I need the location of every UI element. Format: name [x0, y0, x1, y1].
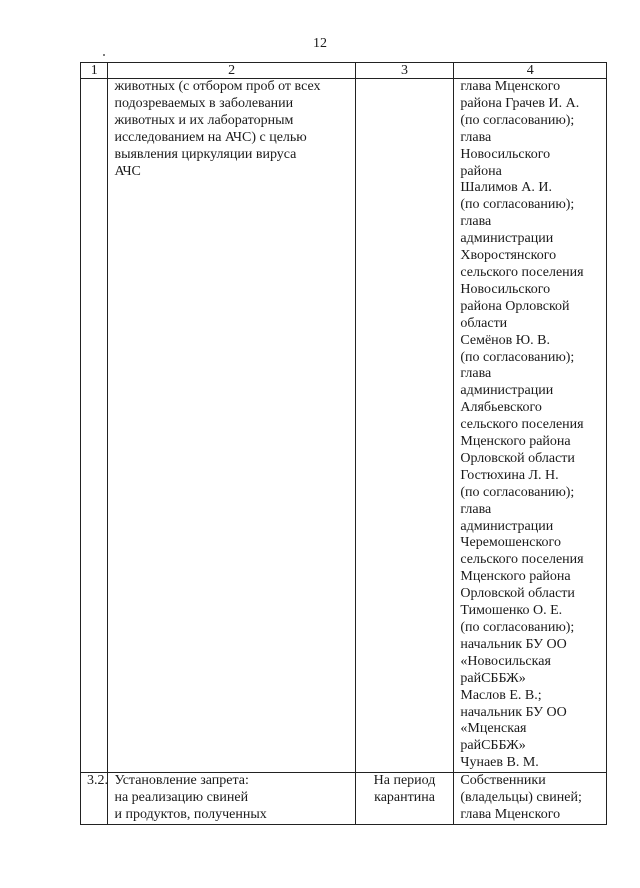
text-line: райСББЖ» — [460, 738, 526, 754]
text-line: Хворостянского — [460, 248, 557, 264]
text-line: Алябьевского — [460, 400, 542, 416]
text-line: (по согласованию); — [460, 197, 575, 213]
description-cell — [108, 773, 355, 825]
table-row — [81, 79, 607, 773]
text-line: Орловской области — [460, 450, 575, 466]
text-line: выявления циркуляции вируса — [114, 146, 297, 162]
text-line: глава — [460, 366, 492, 382]
text-line: сельского поселения — [460, 264, 584, 280]
text-line: «Мценская — [460, 721, 527, 737]
period-cell — [355, 773, 454, 825]
text-line: Мценского района — [460, 434, 571, 450]
table-row — [81, 773, 607, 825]
text-line: исследованием на АЧС) с целью — [114, 129, 307, 145]
text-line: «Новосильская — [460, 653, 551, 669]
text-line: сельского поселения — [460, 417, 584, 433]
responsible-cell — [454, 773, 607, 825]
text-line: Новосильского — [460, 281, 551, 297]
text-line: Черемошенского — [460, 535, 561, 551]
text-line: Гостюхина Л. Н. — [460, 467, 559, 483]
scan-speck — [103, 54, 105, 56]
header-col-3: 3 — [355, 63, 454, 79]
text-line: глава — [460, 501, 492, 517]
text-line: глава — [460, 214, 492, 230]
text-line: администрации — [460, 231, 554, 247]
text-line: На период — [373, 773, 436, 789]
text-line: глава Мценского — [460, 79, 561, 94]
text-line: (по согласованию); — [460, 484, 575, 500]
text-line: Новосильского — [460, 146, 551, 162]
header-col-2: 2 — [108, 63, 355, 79]
text-line: района — [460, 163, 502, 179]
text-line: Семёнов Ю. В. — [460, 332, 551, 348]
text-line: (по согласованию); — [460, 349, 575, 365]
text-line: райСББЖ» — [460, 670, 526, 686]
text-line: животных (с отбором проб от всех — [114, 79, 321, 94]
text-line: карантина — [374, 790, 435, 806]
text-line: области — [460, 315, 508, 331]
text-line: Чунаев В. М. — [460, 755, 539, 771]
text-line: начальник БУ ОО — [460, 704, 567, 720]
text-line: животных и их лабораторным — [114, 112, 294, 128]
text-line: на реализацию свиней — [114, 790, 249, 806]
text-line: сельского поселения — [460, 552, 584, 568]
text-line: Шалимов А. И. — [460, 180, 553, 196]
text-line: администрации — [460, 383, 554, 399]
table-header-row — [81, 63, 607, 79]
row-number-cell — [81, 79, 108, 773]
row-number-cell: 3.2. — [81, 773, 108, 825]
text-line: и продуктов, полученных — [114, 806, 267, 822]
text-line: начальник БУ ОО — [460, 636, 567, 652]
text-line: (по согласованию); — [460, 620, 575, 635]
description-cell — [108, 79, 355, 773]
text-line: района Грачев И. А. — [460, 95, 580, 111]
page-number: 12 — [313, 36, 327, 51]
period-cell — [355, 79, 454, 773]
text-line: (по согласованию); — [460, 112, 575, 128]
text-line: Собственники — [460, 773, 546, 789]
text-line: глава — [460, 129, 492, 145]
text-line: глава Мценского — [460, 806, 561, 822]
text-line: подозреваемых в заболевании — [114, 95, 294, 111]
text-line: (владельцы) свиней; — [460, 790, 582, 806]
text-line: Маслов Е. В.; — [460, 687, 542, 703]
header-col-1: 1 — [81, 63, 108, 79]
text-line: администрации — [460, 518, 554, 534]
text-line: АЧС — [114, 163, 141, 179]
activities-table — [80, 62, 607, 825]
header-col-4: 4 — [454, 63, 607, 79]
text-line: района Орловской — [460, 298, 570, 314]
text-line: Мценского района — [460, 569, 571, 585]
text-line: Тимошенко О. Е. — [460, 603, 563, 619]
text-line: Установление запрета: — [114, 773, 249, 789]
text-line: Орловской области — [460, 586, 575, 602]
responsible-cell — [454, 79, 607, 773]
